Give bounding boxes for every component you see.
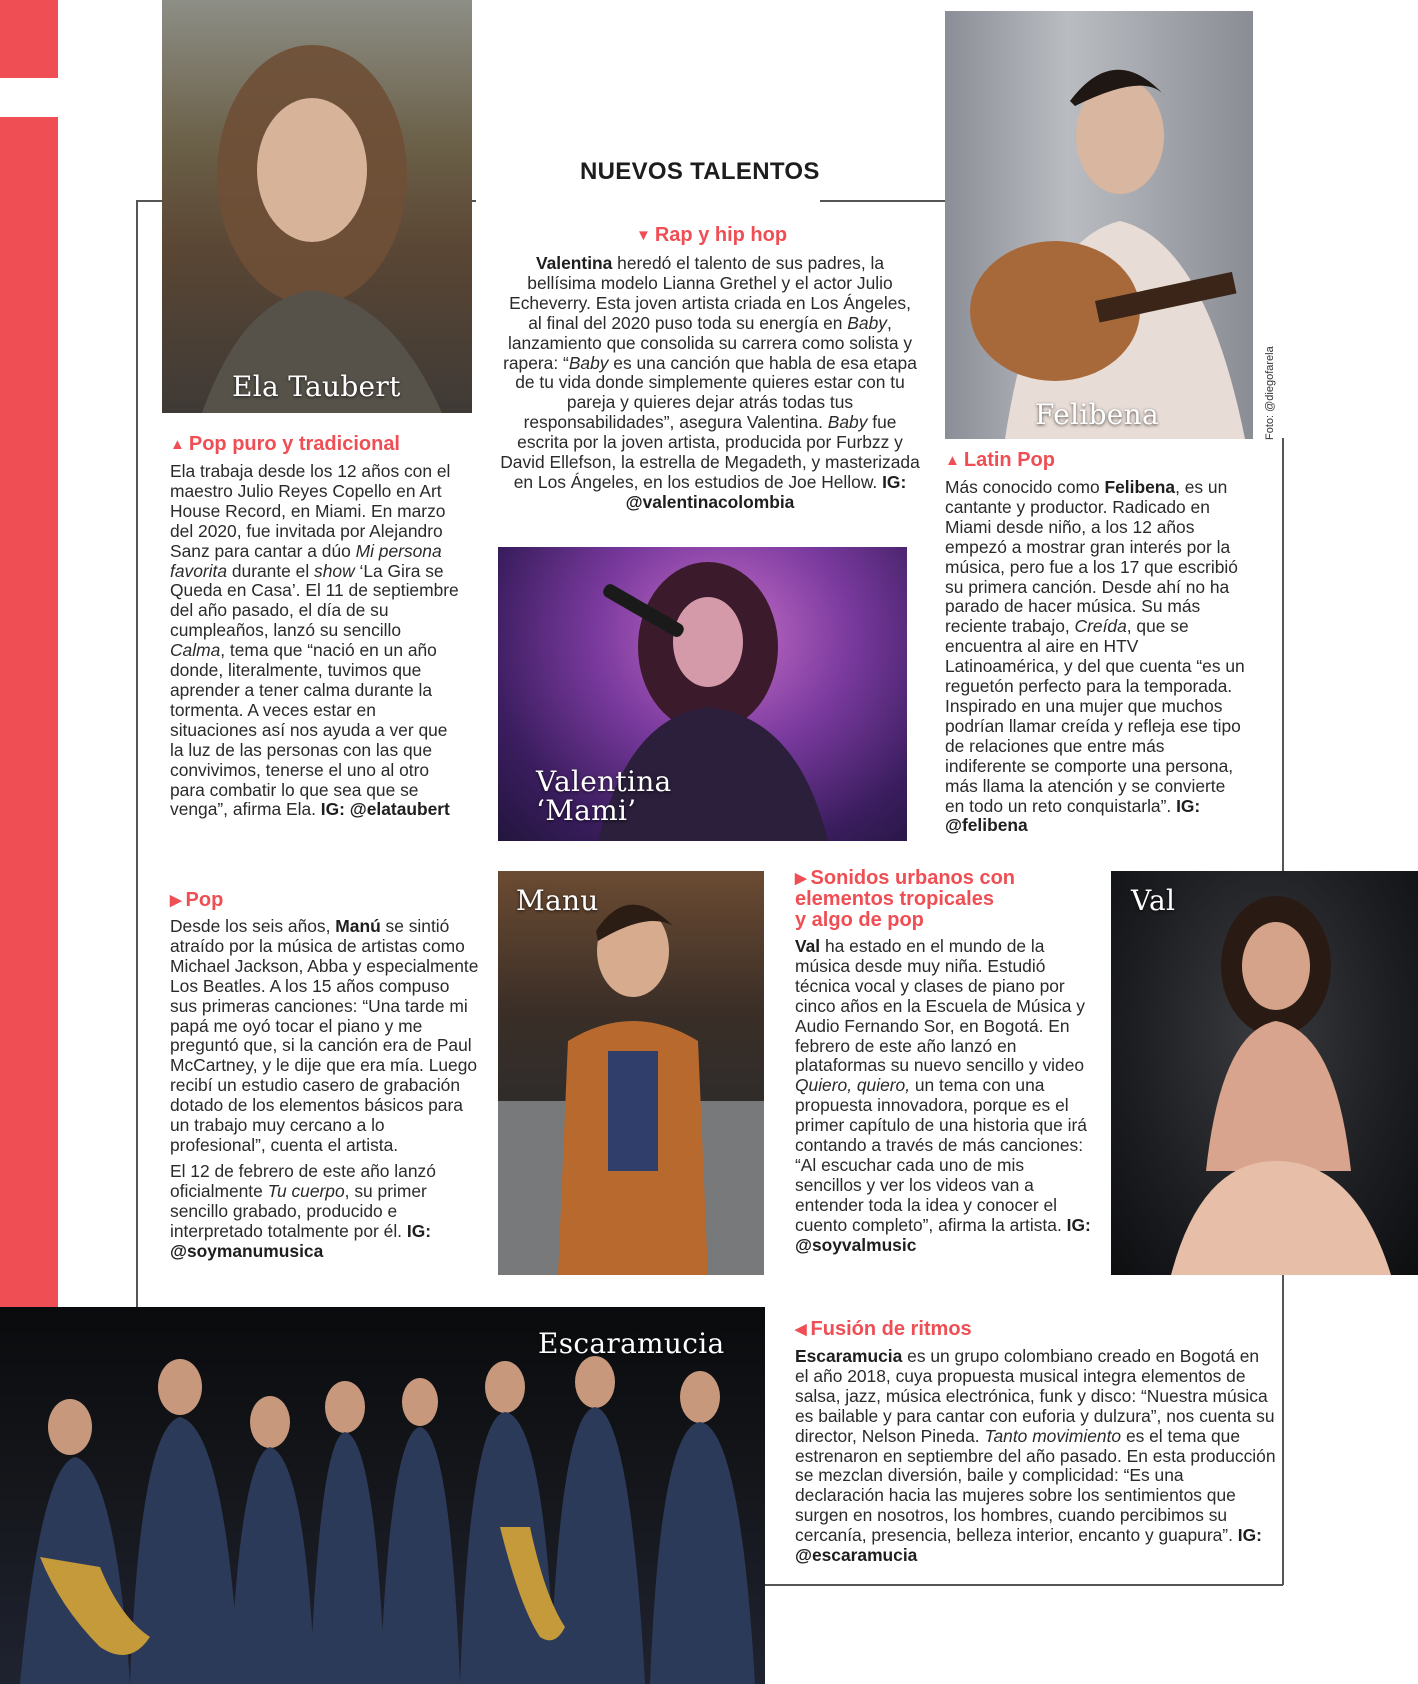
escaramucia-ig: IG: @escaramucia — [795, 1525, 1262, 1566]
valentina-ig: IG: @valentinacolombia — [625, 471, 907, 512]
manu-ig: IG: @soymanumusica — [170, 1220, 432, 1261]
photo-credit: Foto: @diegofarela — [1264, 346, 1276, 440]
red-side-bar-top — [0, 0, 58, 78]
valentina-text: Valentina heredó el talento de sus padres, la bellísima modelo Lianna Grethel y el actor Julio Echeverry. Esta joven artista criada en Los Ángeles, al final del 2020 puso toda su energía en Baby, lanzamiento que consolida su carrera como solista y rapera: “Baby es una canción que habla de esa etapa de tu vida donde simplemente quieres estar con tu pareja y quieres dejar atrás todas tus responsabilidades”, asegura Valentina. Baby fue escrita por la joven artista, producida por Furbzz y David Ellefson, la estrella de Megadeth, y masterizada en Los Ángeles, en los estudios de Joe Hellow. IG: @valentinacolombia — [500, 253, 920, 512]
val-photo-label: Val — [1131, 884, 1176, 917]
manu-photo — [498, 871, 764, 1275]
escaramucia-photo-label: Escaramucia — [538, 1327, 725, 1360]
felibena-ig: IG: @felibena — [945, 795, 1201, 836]
manu-photo-art — [498, 871, 764, 1275]
page-title: NUEVOS TALENTOS — [580, 158, 820, 185]
manu-heading: ▶ Pop — [170, 889, 224, 911]
felibena-name: Felibena — [1104, 477, 1176, 497]
ela-taubert-photo — [162, 0, 472, 413]
felibena-photo — [945, 11, 1253, 439]
ela-heading: ▲ Pop puro y tradicional — [170, 433, 400, 455]
felibena-heading: ▲ Latin Pop — [945, 449, 1055, 471]
ela-photo-art — [162, 0, 472, 413]
val-heading: ▶ Sonidos urbanos con elementos tropicales y algo de pop — [795, 867, 1015, 931]
ela-text: Ela trabaja desde los 12 años con el maestro Julio Reyes Copello en Art House Record, en Miami. En marzo del 2020, fue invitada por Alejandro Sanz para cantar a dúo Mi persona favorita durante el show ‘La Gira se Queda en Casa’. El 11 de septiembre del año pasado, el día de su cumpleaños, lanzó su sencillo Calma, tema que “nació en un año donde, literalmente, tuvimos que aprender a tener calma durante la tormenta. A veces estar en situaciones así nos ayuda a ver que la luz de las personas con las que convivimos, tenerse el uno al otro para combatir lo que sea que se venga”, afirma Ela. IG: @elataubert — [170, 461, 459, 820]
val-photo — [1111, 871, 1418, 1275]
valentina-heading: ▼ Rap y hip hop — [636, 224, 788, 246]
valentina-name: Valentina — [535, 253, 613, 273]
triangle-left-icon: ◀ — [795, 1321, 807, 1338]
manu-text: Desde los seis años, Manú se sintió atraído por la música de artistas como Michael Jackson, Abba y especialmente Los Beatles. A los 15 años compuso sus primeras canciones: “Una tarde mi papá me oyó tocar el piano y me preguntó que, si la canción era de Paul McCartney, y le dije que era mía. Luego recibí un estudio casero de grabación dotado de los elementos básicos para un trabajo muy cercano a lo profesional”, cuenta el artista. El 12 de febrero de este año lanzó oficialmente Tu cuerpo, su primer sencillo grabado, producido e interpretado totalmente por él. IG: @soymanumusica — [170, 916, 479, 1261]
escaramucia-photo-art — [0, 1307, 765, 1684]
felibena-photo-art — [945, 11, 1253, 439]
triangle-right-icon: ▶ — [795, 870, 807, 887]
triangle-up-icon: ▲ — [945, 452, 960, 469]
valentina-photo — [498, 547, 907, 841]
frame-bottom — [765, 1584, 1283, 1586]
triangle-down-icon: ▼ — [636, 227, 651, 244]
val-photo-art — [1111, 871, 1418, 1275]
frame-left — [136, 200, 138, 1307]
val-name: Val — [795, 936, 821, 956]
escaramucia-heading: ◀ Fusión de ritmos — [795, 1318, 972, 1340]
ela-ig: IG: @elataubert — [320, 799, 450, 820]
manu-name: Manú — [335, 916, 381, 936]
manu-photo-label: Manu — [516, 884, 599, 917]
valentina-photo-label-1: Valentina — [536, 765, 672, 798]
val-ig: IG: @soyvalmusic — [795, 1214, 1091, 1255]
red-side-bar — [0, 117, 58, 1307]
felibena-text: Más conocido como Felibena, es un cantante y productor. Radicado en Miami desde niño, a los 12 años empezó a mostrar gran interés por la música, pero fue a los 17 que escribió su primera canción. Desde ahí no ha parado de hacer música. Su más reciente trabajo, Creída, que se encuentra al aire en HTV Latinoamérica, y del que cuenta “es un reguetón perfecto para la temporada. Inspirado en una mujer que muchos podrían llamar creída y refleja ese tipo de relaciones que entre más indiferente se comporte una persona, más llama la atención y se convierte en todo un reto conquistarla”. IG: @felibena — [945, 477, 1245, 836]
escaramucia-photo — [0, 1307, 765, 1684]
triangle-up-icon: ▲ — [170, 436, 185, 453]
felibena-photo-label: Felibena — [1035, 398, 1159, 431]
valentina-photo-label-2: ‘Mami’ — [536, 794, 637, 827]
escaramucia-text: Escaramucia es un grupo colombiano creado en Bogotá en el año 2018, cuya propuesta musical integra elementos de salsa, jazz, música electrónica, funk y disco: “Nuestra música es bailable y para cantar con euforia y dulzura”, nos cuenta su director, Nelson Pineda. Tanto movimiento es el tema que estrenaron en septiembre del año pasado. En esta producción se mezclan diversión, baile y complicidad: “Es una declaración hacia las mujeres sobre los sentimientos que surgen en nosotros, los hombres, cuando percibimos su cercanía, presencia, belleza interior, encanto y guapura”. IG: @escaramucia — [795, 1346, 1276, 1566]
frame-top-right — [820, 200, 946, 202]
val-text: Val ha estado en el mundo de la música desde muy niña. Estudió técnica vocal y clases de piano por cinco años en la Escuela de Música y Audio Fernando Sor, en Bogotá. En febrero de este año lanzó en plataformas su nuevo sencillo y video Quiero, quiero, un tema con una propuesta innovadora, porque es el primer capítulo de una historia que irá contando a través de más canciones: “Al escuchar cada uno de mis sencillos y ver los videos van a entender toda la idea y conocer el cuento completo”, afirma la artista. IG: @soyvalmusic — [795, 936, 1091, 1255]
triangle-right-icon: ▶ — [170, 892, 182, 909]
ela-photo-label: Ela Taubert — [232, 370, 401, 403]
escaramucia-name: Escaramucia — [795, 1346, 903, 1366]
